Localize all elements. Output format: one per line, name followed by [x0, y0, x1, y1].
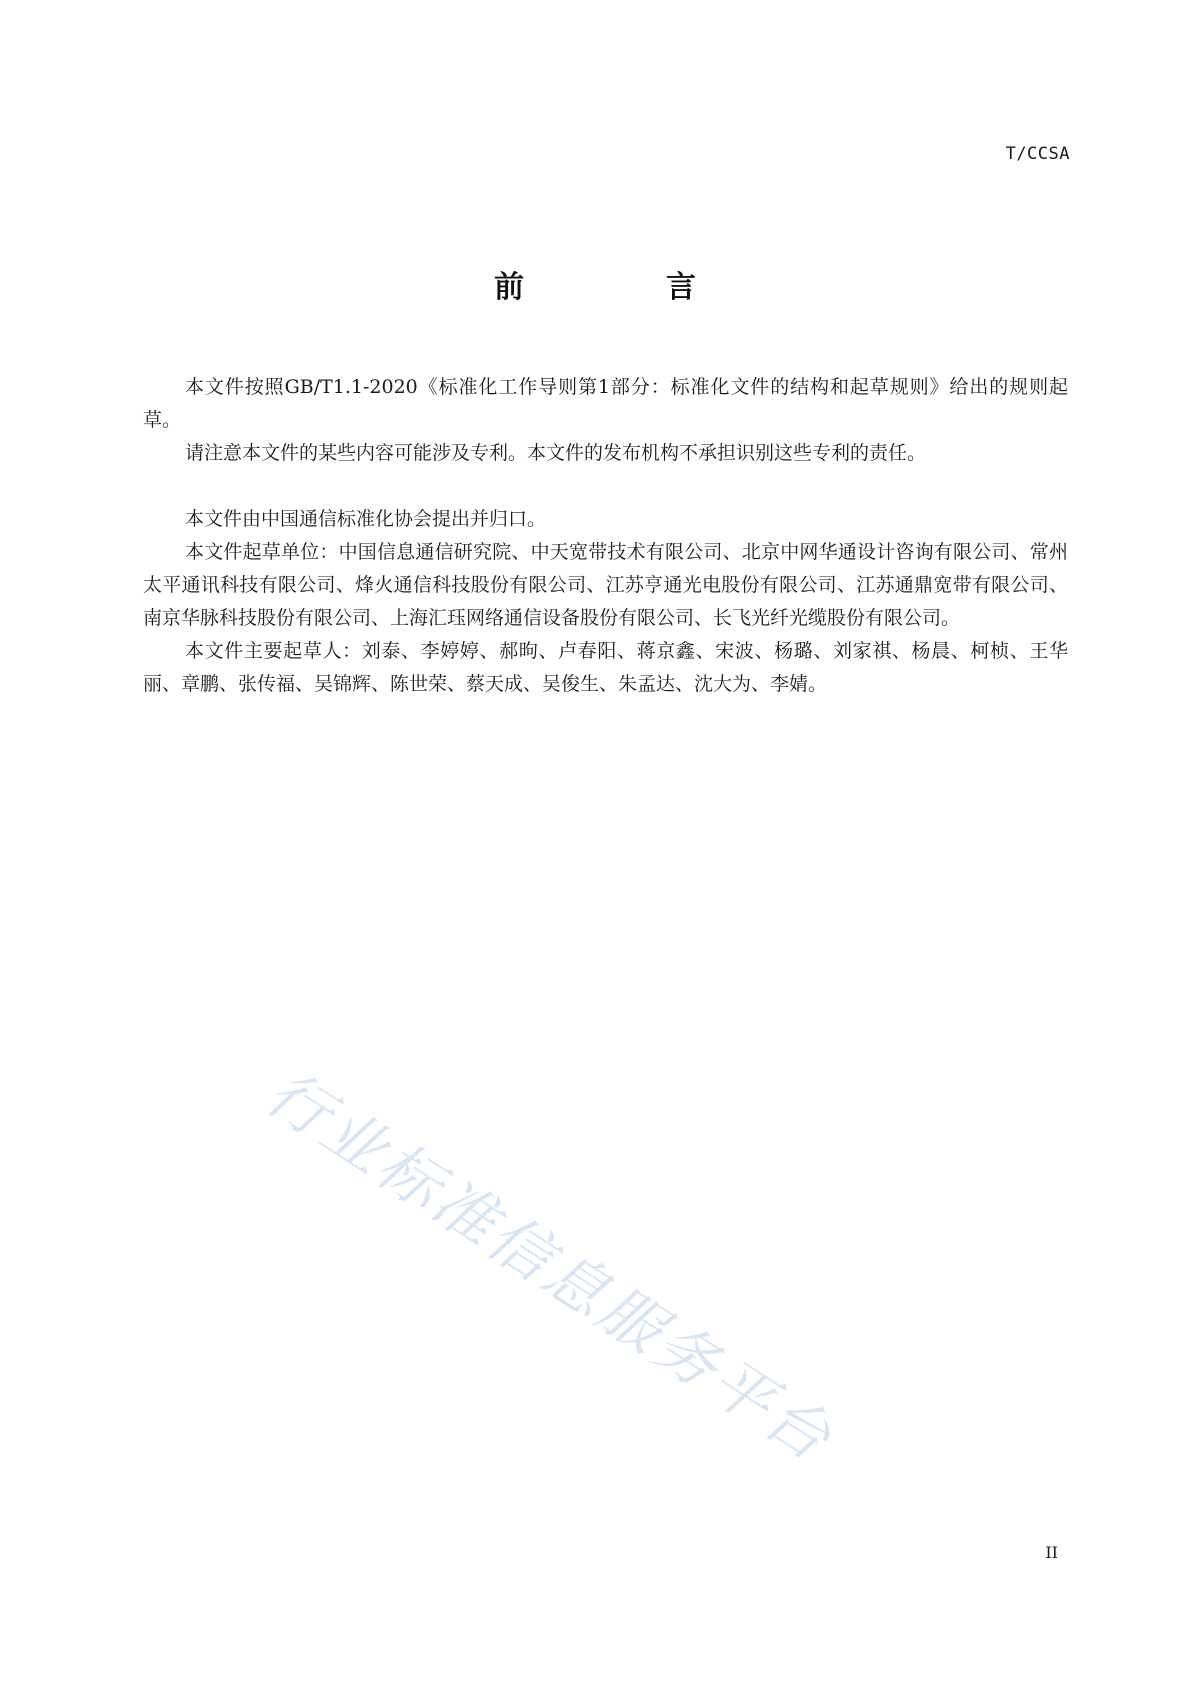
- watermark-text: 行业标准信息服务平台: [253, 1055, 847, 1477]
- paragraph-proposer: 本文件由中国通信标准化协会提出并归口。: [185, 508, 547, 530]
- paragraph-drafters: 本文件主要起草人：刘泰、李婷婷、郝昫、卢春阳、蒋京鑫、宋波、杨璐、刘家祺、杨晨、柯桢、王华丽、章鹏、张传福、吴锦辉、陈世荣、蔡天成、吴俊生、朱孟达、沈大为、李婧。: [143, 640, 1068, 695]
- document-body: [143, 371, 1068, 701]
- standard-code: T/CCSA: [1005, 144, 1070, 164]
- page-number: II: [1045, 1543, 1058, 1562]
- paragraph-drafting-organizations: 本文件起草单位：中国信息通信研究院、中天宽带技术有限公司、北京中网华通设计咨询有限公司、常州太平通讯科技有限公司、烽火通信科技股份有限公司、江苏亨通光电股份有限公司、江苏通鼎宽带有限公司、南京华脉科技股份有限公司、上海汇珏网络通信设备股份有限公司、长飞光纤光缆股份有限公司。: [143, 541, 1068, 629]
- paragraph-drafting-rules: 本文件按照GB/T1.1-2020《标准化工作导则第1部分：标准化文件的结构和起草规则》给出的规则起草。: [143, 376, 1068, 431]
- paragraph-patent-notice: 请注意本文件的某些内容可能涉及专利。本文件的发布机构不承担识别这些专利的责任。: [185, 442, 927, 464]
- page-title: 前 言: [494, 270, 752, 305]
